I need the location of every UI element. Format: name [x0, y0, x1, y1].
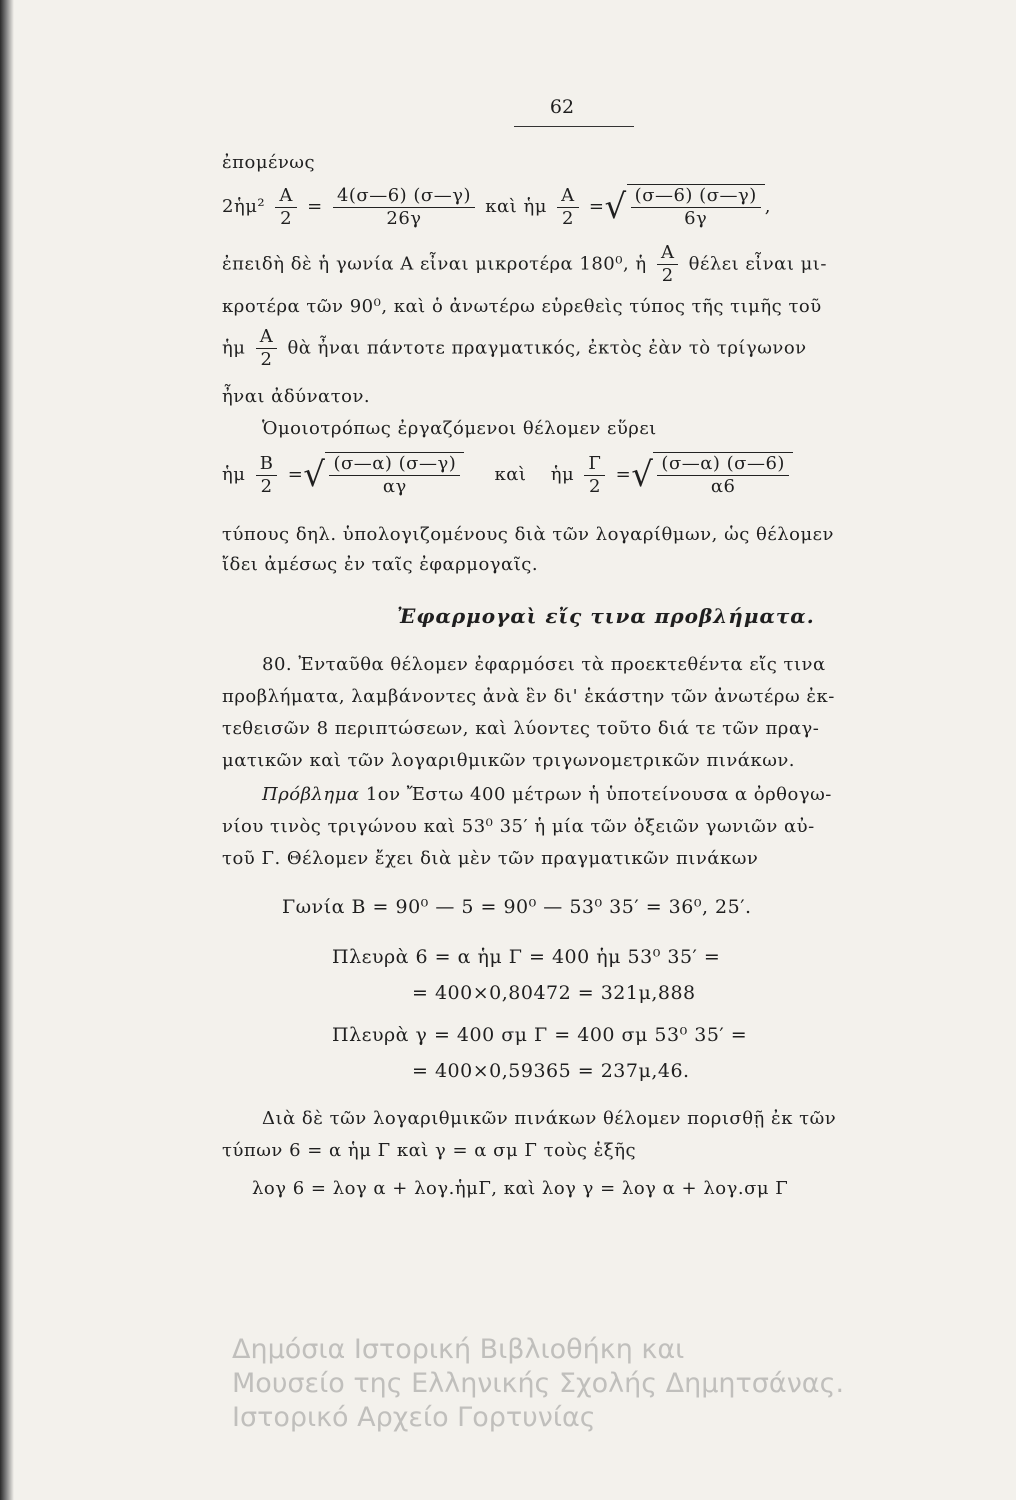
eq2-frac-2	[584, 453, 605, 498]
line-5-frac-den: 2	[260, 349, 273, 370]
line-5-frac-num: A	[256, 326, 278, 349]
calc-line-3: = 400×0,80472 = 321μ,888	[412, 982, 696, 1004]
eq1-hm: ἡμ	[523, 196, 547, 217]
eq2-kai: καὶ	[494, 464, 527, 485]
calc-line-4: Πλευρὰ γ = 400 σμ Γ = 400 σμ 53⁰ 35′ =	[332, 1024, 748, 1046]
eq2-hm-2: ἡμ	[550, 464, 575, 485]
eq1-sqrt-den: 6γ	[684, 208, 708, 229]
eq1-sqrt-num: (σ—6) (σ—γ)	[631, 185, 761, 208]
eq2-frac-1	[256, 453, 278, 498]
eq1-frac-a-num: A	[275, 185, 297, 208]
para-80-line-1: 80. Ἐνταῦθα θέλομεν ἐφαρμόσει τὰ προεκτεθέντα εἴς τινα	[262, 654, 826, 675]
text-line-epomenos: ἐπομένως	[222, 152, 316, 173]
eq2-frac-1-num: B	[256, 453, 278, 476]
text-line-6: ἦναι ἀδύνατον.	[222, 386, 371, 407]
line-3-frac	[657, 242, 679, 287]
eq1-equals: =	[307, 196, 323, 217]
problem-label: Πρόβλημα	[262, 784, 360, 805]
calc-line-1: Γωνία Β = 90⁰ — 5 = 90⁰ — 53⁰ 35′ = 36⁰, 25′.	[282, 896, 752, 918]
problem-line-3: τοῦ Γ. Θέλομεν ἔχει διὰ μὲν τῶν πραγματικῶν πινάκων	[222, 848, 759, 869]
eq1-frac-a	[275, 185, 297, 230]
eq2-sqrt-2-num: (σ—α) (σ—6)	[657, 453, 789, 476]
para-80-line-3: τεθεισῶν 8 περιπτώσεων, καὶ λύοντες τοῦτο διά τε τῶν πραγ-	[222, 718, 820, 739]
eq2-hm-1: ἡμ	[222, 464, 246, 485]
section-heading: Ἐφαρμογαὶ εἴς τινα προβλήματα.	[397, 604, 815, 628]
eq1-frac-main-den: 26γ	[386, 207, 422, 229]
eq2-sqrt-2	[653, 452, 793, 498]
problem-line-1-text: 1ον Ἔστω 400 μέτρων ἡ ὑποτείνουσα α ὀρθογω-	[365, 784, 832, 805]
equation-1: 2ἡμ² $\frac{A}{2}$ = $\frac{4(\sigma—6) (\sigma—\gamma)}{26\gamma}$ καὶ ἡμ $\frac{A}{2}$ =√ $\frac{(\sigma—6) (\sigma—\gamma)}{6\gamma}$ ,	[222, 184, 772, 229]
equation-2: ἡμ $\frac{B}{2}$ =√ $\frac{(\sigma—\alpha) (\sigma—\gamma)}{\alpha\gamma}$ καὶ ἡμ $\frac{\Gamma}{2}$ =√ $\frac{(\sigma—\alpha) (\sigma—6)}{\alpha 6}$	[222, 452, 793, 498]
sqrt-icon: √	[303, 455, 326, 495]
eq1-kai: καὶ	[485, 196, 518, 217]
line-5-text: θὰ ἦναι πάντοτε πραγματικός, ἐκτὸς ἐὰν τὸ τρίγωνον	[287, 337, 807, 359]
line-3-frac-den: 2	[661, 265, 674, 286]
text-line-10: ἴδει ἀμέσως ἐν ταῖς ἐφαρμογαῖς.	[222, 554, 539, 575]
eq1-frac-b-num: A	[557, 185, 579, 208]
eq2-sqrt-1	[325, 452, 464, 498]
eq1-sqrt	[627, 184, 765, 230]
eq2-frac-2-num: Γ	[584, 453, 605, 476]
text-line-5	[222, 326, 807, 371]
page-number-rule	[514, 126, 634, 127]
problem-line-2: νίου τινὸς τριγώνου καὶ 53⁰ 35′ ἡ μία τῶν ὀξειῶν γωνιῶν αὐ-	[222, 816, 815, 837]
line-5-hm: ἡμ	[222, 337, 246, 359]
eq2-sqrt-1-num: (σ—α) (σ—γ)	[329, 453, 460, 476]
watermark-line-2: Μουσείο της Ελληνικής Σχολής Δημητσάνας.	[232, 1368, 845, 1399]
watermark-line-3: Ιστορικό Αρχείο Γορτυνίας	[232, 1402, 596, 1433]
log-line-3: λογ 6 = λογ α + λογ.ἡμΓ, καὶ λογ γ = λογ α + λογ.σμ Γ	[252, 1178, 789, 1199]
page-edge-shadow	[0, 0, 14, 1500]
eq1-frac-b-den: 2	[561, 207, 574, 229]
para-80-line-4: ματικῶν καὶ τῶν λογαριθμικῶν τριγωνομετρικῶν πινάκων.	[222, 750, 796, 771]
eq2-frac-1-den: 2	[260, 475, 273, 497]
eq2-sqrt-2-den: α6	[710, 476, 736, 497]
problem-line-1	[222, 784, 832, 805]
line-5-frac	[256, 326, 278, 371]
line-3-end: θέλει εἶναι μι-	[688, 253, 827, 275]
eq2-frac-2-den: 2	[588, 475, 601, 497]
sqrt-icon: √	[604, 187, 627, 227]
text-line-3	[222, 242, 827, 287]
text-line-7: Ὁμοιοτρόπως ἐργαζόμενοι θέλομεν εὕρει	[262, 418, 657, 439]
eq1-frac-a-den: 2	[280, 207, 293, 229]
calc-line-2: Πλευρὰ 6 = α ἡμ Γ = 400 ἡμ 53⁰ 35′ =	[332, 946, 721, 968]
eq2-sqrt-1-den: αγ	[382, 476, 407, 497]
sqrt-icon: √	[631, 455, 654, 495]
text-line-4: κροτέρα τῶν 90⁰, καὶ ὁ ἀνωτέρω εὑρεθεὶς τύπος τῆς τιμῆς τοῦ	[222, 296, 822, 317]
eq1-frac-main-num: 4(σ—6) (σ—γ)	[333, 185, 475, 208]
eq1-frac-main	[333, 185, 475, 230]
line-3-text: ἐπειδὴ δὲ ἡ γωνία Α εἶναι μικροτέρα 180⁰, ἡ	[222, 253, 647, 275]
log-line-2: τύπων 6 = α ἡμ Γ καὶ γ = α σμ Γ τοὺς ἑξῆς	[222, 1140, 637, 1161]
eq1-frac-b	[557, 185, 579, 230]
watermark-line-1: Δημόσια Ιστορική Βιβλιοθήκη και	[232, 1334, 685, 1365]
calc-line-5: = 400×0,59365 = 237μ,46.	[412, 1060, 690, 1082]
line-3-frac-num: A	[657, 242, 679, 265]
page-number: 62	[549, 96, 575, 118]
eq1-left: 2ἡμ²	[222, 196, 266, 217]
text-line-9: τύπους δηλ. ὑπολογιζομένους διὰ τῶν λογαρίθμων, ὡς θέλομεν	[222, 524, 834, 545]
log-line-1: Διὰ δὲ τῶν λογαριθμικῶν πινάκων θέλομεν πορισθῇ ἐκ τῶν	[262, 1108, 837, 1129]
para-80-line-2: προβλήματα, λαμβάνοντες ἀνὰ ἓν δι' ἑκάστην τῶν ἀνωτέρω ἐκ-	[222, 686, 835, 707]
